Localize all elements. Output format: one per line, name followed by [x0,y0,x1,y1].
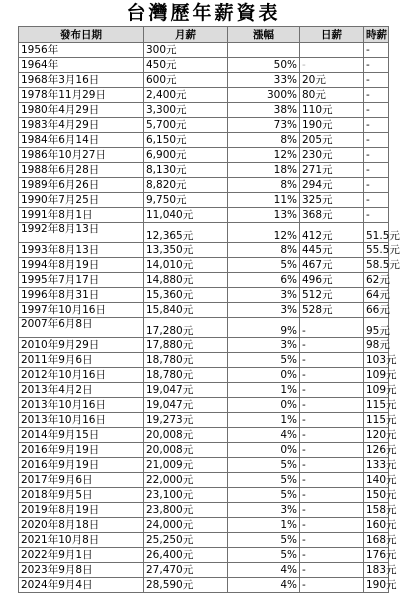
table-row [19,148,389,163]
table-row [19,163,389,178]
cell-date: 1964年 [19,58,144,73]
cell-hourly: 66元 [364,303,389,318]
cell-growth: 0% [228,443,300,458]
cell-monthly: 19,047元 [144,383,228,398]
table-row [19,413,389,428]
cell-growth: 8% [228,243,300,258]
table-row [19,273,389,288]
table-row [19,458,389,473]
table-body [19,43,400,593]
cell-daily: - [300,338,364,353]
cell-hourly: - [364,103,389,118]
cell-monthly: 11,040元 [144,208,228,223]
table-row [19,398,389,413]
cell-hourly: - [364,148,389,163]
cell-growth: 8% [228,178,300,193]
cell-monthly: 600元 [144,73,228,88]
cell-daily: - [300,368,364,383]
cell-monthly: 26,400元 [144,548,228,563]
cell-hourly: 133元 [364,458,389,473]
cell-growth: 0% [228,368,300,383]
cell-monthly: 25,250元 [144,533,228,548]
cell-growth: 300% [228,88,300,103]
cell-date: 2019年8月19日 [19,503,144,518]
cell-hourly: 176元 [364,548,389,563]
cell-daily: - [300,413,364,428]
table-row [19,443,389,458]
cell-daily: - [300,488,364,503]
cell-growth: 1% [228,413,300,428]
header-monthly: 月薪 [144,27,228,43]
table-row [19,88,389,103]
cell-date: 1968年3月16日 [19,73,144,88]
cell-growth: 5% [228,458,300,473]
table-row [19,103,389,118]
table-row [19,473,389,488]
table-row [19,58,389,73]
table-row [19,488,389,503]
cell-growth: 50% [228,58,300,73]
cell-daily: - [300,353,364,368]
cell-daily: 230元 [300,148,364,163]
cell-daily: 294元 [300,178,364,193]
cell-monthly: 9,750元 [144,193,228,208]
cell-growth: 12% [228,223,300,243]
cell-hourly: 64元 [364,288,389,303]
cell-growth: 5% [228,488,300,503]
cell-monthly: 20,008元 [144,443,228,458]
table-row [19,208,389,223]
cell-monthly: 14,010元 [144,258,228,273]
cell-growth: 3% [228,303,300,318]
cell-monthly: 3,300元 [144,103,228,118]
cell-daily: - [300,318,364,338]
cell-daily: 496元 [300,273,364,288]
cell-growth: 3% [228,338,300,353]
cell-monthly: 28,590元 [144,578,228,593]
cell-hourly: 95元 [364,318,389,338]
cell-hourly: 109元 [364,368,389,383]
cell-monthly: 23,800元 [144,503,228,518]
cell-hourly: 115元 [364,413,389,428]
cell-growth: 3% [228,288,300,303]
cell-hourly: 150元 [364,488,389,503]
cell-date: 2020年8月18日 [19,518,144,533]
cell-monthly: 22,000元 [144,473,228,488]
cell-monthly: 15,840元 [144,303,228,318]
cell-monthly: 27,470元 [144,563,228,578]
cell-daily: 20元 [300,73,364,88]
cell-date: 1992年8月13日 [19,223,144,243]
cell-daily: - [300,58,364,73]
table-row [19,223,389,243]
table-header-row [19,27,389,43]
cell-growth: 13% [228,208,300,223]
cell-daily: 445元 [300,243,364,258]
table-row [19,193,389,208]
cell-date: 2016年9月19日 [19,458,144,473]
cell-daily: 190元 [300,118,364,133]
cell-date: 2018年9月5日 [19,488,144,503]
cell-date: 2010年9月29日 [19,338,144,353]
table-row [19,353,389,368]
cell-growth: 4% [228,563,300,578]
cell-date: 1994年8月19日 [19,258,144,273]
cell-hourly: 183元 [364,563,389,578]
cell-date: 2012年10月16日 [19,368,144,383]
cell-daily: - [300,458,364,473]
cell-daily: - [300,473,364,488]
cell-date: 2016年9月19日 [19,443,144,458]
table-row [19,503,389,518]
cell-growth: 6% [228,273,300,288]
cell-daily: - [300,578,364,593]
cell-hourly: - [364,133,389,148]
cell-hourly: 140元 [364,473,389,488]
table-row [19,118,389,133]
table-row [19,368,389,383]
cell-date: 1997年10月16日 [19,303,144,318]
cell-growth: 5% [228,258,300,273]
cell-monthly: 15,360元 [144,288,228,303]
cell-hourly: - [364,208,389,223]
cell-monthly: 5,700元 [144,118,228,133]
cell-hourly: 58.5元 [364,258,389,273]
cell-monthly: 8,820元 [144,178,228,193]
cell-daily: 412元 [300,223,364,243]
cell-monthly: 6,150元 [144,133,228,148]
cell-hourly: 190元 [364,578,389,593]
cell-monthly: 12,365元 [144,223,228,243]
cell-daily: 512元 [300,288,364,303]
cell-growth: 3% [228,503,300,518]
cell-hourly: - [364,163,389,178]
table-row [19,548,389,563]
cell-daily: 467元 [300,258,364,273]
cell-date: 2024年9月4日 [19,578,144,593]
cell-growth: 5% [228,548,300,563]
cell-growth: 38% [228,103,300,118]
cell-daily: 80元 [300,88,364,103]
cell-hourly: 115元 [364,398,389,413]
cell-growth: 1% [228,518,300,533]
cell-growth: 5% [228,353,300,368]
cell-date: 2013年4月2日 [19,383,144,398]
cell-monthly: 21,009元 [144,458,228,473]
cell-daily [300,43,364,58]
table-row [19,533,389,548]
cell-daily: 368元 [300,208,364,223]
table-row [19,43,389,58]
cell-monthly: 23,100元 [144,488,228,503]
table-row [19,258,389,273]
cell-growth: 4% [228,578,300,593]
cell-monthly: 20,008元 [144,428,228,443]
cell-date: 1986年10月27日 [19,148,144,163]
cell-hourly: 98元 [364,338,389,353]
cell-date: 1991年8月1日 [19,208,144,223]
cell-date: 2013年10月16日 [19,413,144,428]
cell-hourly: - [364,193,389,208]
cell-daily: - [300,518,364,533]
cell-date: 1978年11月29日 [19,88,144,103]
table-row [19,178,389,193]
cell-monthly: 8,130元 [144,163,228,178]
cell-daily: 205元 [300,133,364,148]
cell-date: 1996年8月31日 [19,288,144,303]
cell-monthly: 2,400元 [144,88,228,103]
cell-daily: - [300,563,364,578]
cell-growth: 1% [228,383,300,398]
cell-date: 1990年7月25日 [19,193,144,208]
cell-hourly: 120元 [364,428,389,443]
cell-monthly: 19,273元 [144,413,228,428]
cell-growth: 4% [228,428,300,443]
cell-hourly: 51.5元 [364,223,389,243]
cell-growth: 18% [228,163,300,178]
cell-monthly: 13,350元 [144,243,228,258]
header-hourly: 時薪 [364,27,389,43]
table-row [19,133,389,148]
table-row [19,318,389,338]
cell-daily: - [300,428,364,443]
page-title: 台灣歷年薪資表 [126,2,281,24]
cell-hourly: 168元 [364,533,389,548]
cell-date: 2023年9月8日 [19,563,144,578]
cell-hourly: - [364,43,389,58]
cell-hourly: 62元 [364,273,389,288]
cell-hourly: - [364,58,389,73]
table-row [19,338,389,353]
table-row [19,288,389,303]
cell-growth: 33% [228,73,300,88]
cell-date: 1980年4月29日 [19,103,144,118]
cell-growth [228,43,300,58]
cell-date: 1988年6月28日 [19,163,144,178]
table-row [19,303,389,318]
cell-date: 1983年4月29日 [19,118,144,133]
table-row [19,428,389,443]
cell-hourly: 126元 [364,443,389,458]
cell-hourly: - [364,88,389,103]
header-date: 發布日期 [19,27,144,43]
cell-growth: 73% [228,118,300,133]
cell-growth: 8% [228,133,300,148]
header-daily: 日薪 [300,27,364,43]
cell-date: 1993年8月13日 [19,243,144,258]
cell-date: 2017年9月6日 [19,473,144,488]
cell-date: 2014年9月15日 [19,428,144,443]
cell-hourly: - [364,73,389,88]
wage-table [18,26,400,593]
cell-monthly: 18,780元 [144,368,228,383]
cell-monthly: 19,047元 [144,398,228,413]
table-row [19,73,389,88]
cell-hourly: 103元 [364,353,389,368]
cell-monthly: 24,000元 [144,518,228,533]
cell-hourly: - [364,178,389,193]
cell-hourly: 55.5元 [364,243,389,258]
cell-monthly: 300元 [144,43,228,58]
cell-growth: 5% [228,473,300,488]
table-row [19,243,389,258]
cell-date: 1995年7月17日 [19,273,144,288]
cell-monthly: 17,880元 [144,338,228,353]
table-row [19,578,389,593]
cell-monthly: 18,780元 [144,353,228,368]
cell-daily: 271元 [300,163,364,178]
cell-date: 2011年9月6日 [19,353,144,368]
cell-date: 2021年10月8日 [19,533,144,548]
cell-daily: 528元 [300,303,364,318]
cell-monthly: 6,900元 [144,148,228,163]
cell-growth: 11% [228,193,300,208]
cell-growth: 5% [228,533,300,548]
cell-date: 2007年6月8日 [19,318,144,338]
cell-growth: 12% [228,148,300,163]
cell-hourly: 109元 [364,383,389,398]
header-growth: 漲幅 [228,27,300,43]
table-row [19,563,389,578]
cell-daily: - [300,533,364,548]
cell-daily: - [300,548,364,563]
cell-hourly: 160元 [364,518,389,533]
table-row [19,518,389,533]
cell-daily: - [300,503,364,518]
cell-growth: 0% [228,398,300,413]
cell-daily: 325元 [300,193,364,208]
cell-growth: 9% [228,318,300,338]
cell-hourly: - [364,118,389,133]
cell-date: 1984年6月14日 [19,133,144,148]
cell-hourly: 158元 [364,503,389,518]
cell-daily: - [300,398,364,413]
cell-date: 2022年9月1日 [19,548,144,563]
cell-monthly: 17,280元 [144,318,228,338]
cell-monthly: 450元 [144,58,228,73]
cell-date: 1989年6月26日 [19,178,144,193]
cell-date: 1956年 [19,43,144,58]
table-row [19,383,389,398]
cell-date: 2013年10月16日 [19,398,144,413]
cell-daily: 110元 [300,103,364,118]
cell-daily: - [300,443,364,458]
cell-daily: - [300,383,364,398]
cell-monthly: 14,880元 [144,273,228,288]
